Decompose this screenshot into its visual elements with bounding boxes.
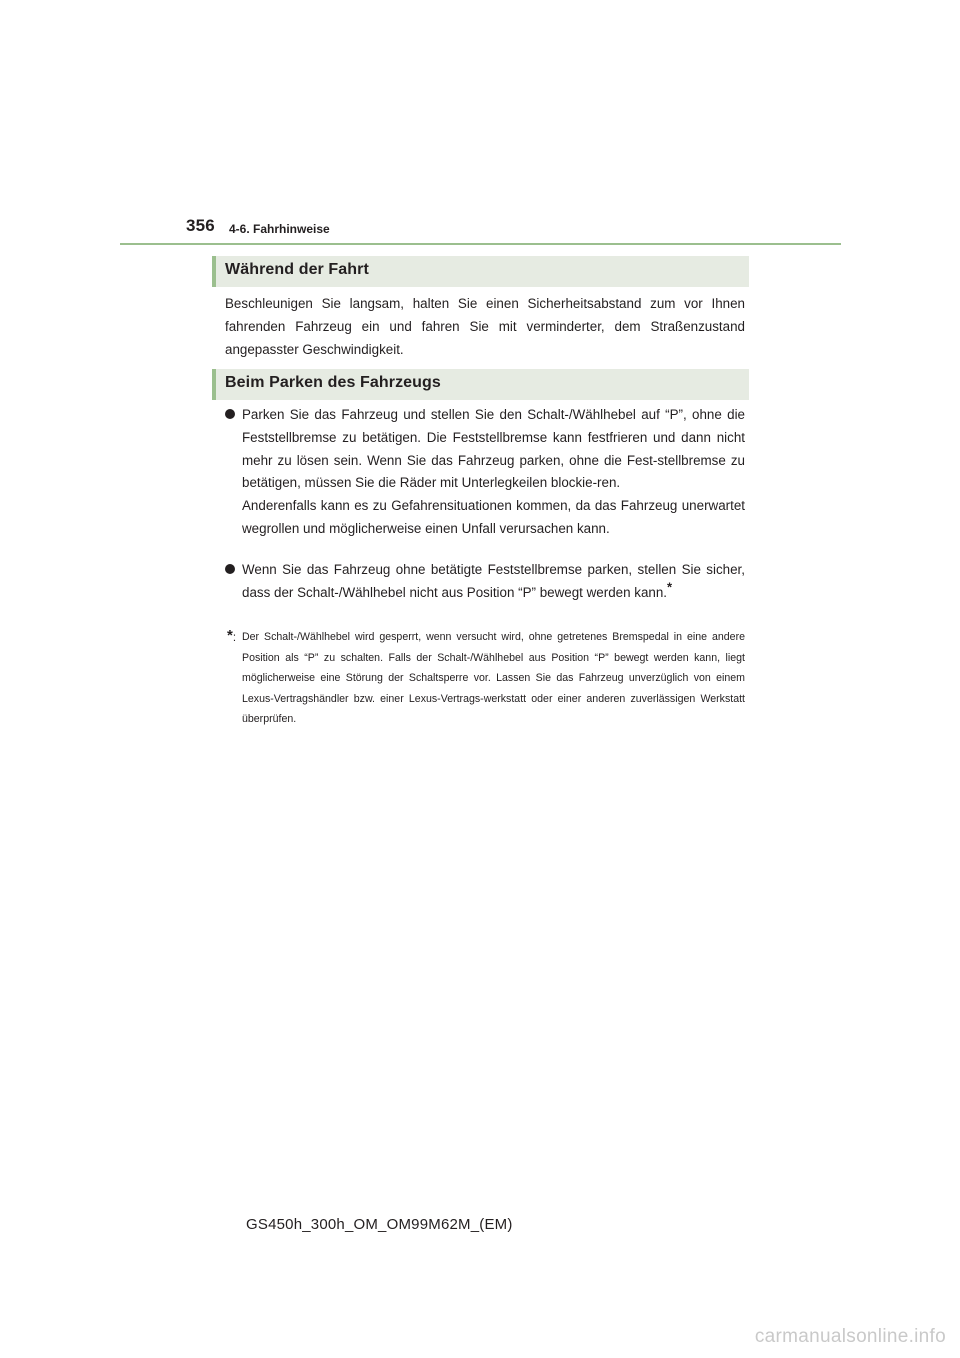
section-heading-title: Beim Parken des Fahrzeugs	[225, 374, 441, 391]
bullet-item	[225, 559, 745, 605]
section-heading-during-drive	[212, 256, 749, 287]
footnote-marker	[227, 627, 236, 644]
bullet-icon	[225, 564, 235, 574]
footnote-text: Der Schalt-/Wählhebel wird gesperrt, wenn versucht wird, ohne getretenes Bremspedal in eine andere Position als “P” zu schalten. Falls der Schalt-/Wählhebel aus Position “P” bewegt werden kann, liegt möglicherweise eine Störung der Schaltsperre vor. Lassen Sie das Fahrzeug unverzüglich von einem Lexus-Vertragshändler bzw. einer Lexus-Vertrags-werkstatt oder einer anderen zuverlässigen Werkstatt überprüfen.	[242, 631, 745, 726]
footnote	[227, 627, 745, 730]
page-number: 356	[186, 216, 215, 235]
bullet-item	[225, 404, 745, 541]
bullet-main-text: Wenn Sie das Fahrzeug ohne betätigte Feststellbremse parken, stellen Sie sicher, dass der Schalt-/Wählhebel nicht aus Position “P” bewegt werden kann.	[242, 562, 745, 600]
footnote-star: *	[227, 627, 233, 644]
bullet-text	[242, 559, 745, 605]
footnote-reference-star: *	[667, 579, 673, 595]
bullet-main-text: Parken Sie das Fahrzeug und stellen Sie den Schalt-/Wählhebel auf “P”, ohne die Feststellbremse zu betätigen. Die Feststellbremse kann festfrieren und dann nicht mehr zu lösen sein. Wenn Sie das Fahrzeug parken, ohne die Fest-stellbremse zu betätigen, müssen Sie die Räder mit Unterlegkeilen blockie-ren.	[242, 407, 745, 491]
bullet-note-text: Anderenfalls kann es zu Gefahrensituationen kommen, da das Fahrzeug unerwartet wegrollen und möglicherweise einen Unfall verursachen kann.	[242, 498, 745, 536]
header-rule	[120, 243, 841, 245]
section-label: 4-6. Fahrhinweise	[229, 222, 330, 236]
document-id: GS450h_300h_OM_OM99M62M_(EM)	[246, 1216, 513, 1233]
bullet-text	[242, 404, 745, 541]
section-heading-parking	[212, 369, 749, 400]
footnote-separator: :	[232, 632, 237, 644]
watermark: carmanualsonline.info	[754, 1326, 946, 1347]
section-heading-title: Während der Fahrt	[225, 261, 369, 278]
bullet-icon	[225, 409, 235, 419]
body-paragraph: Beschleunigen Sie langsam, halten Sie einen Sicherheitsabstand zum vor Ihnen fahrenden Fahrzeug ein und fahren Sie mit verminderter, dem Straßenzustand angepasster Geschwindigkeit.	[225, 296, 745, 357]
